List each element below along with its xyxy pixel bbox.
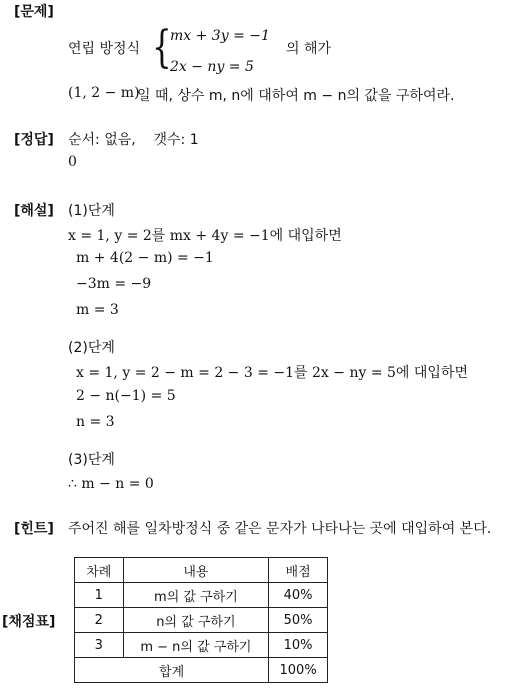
table-total-row <box>75 658 328 683</box>
row-content: n의 값 구하기 <box>123 608 269 633</box>
step2-title: (2)단계 <box>68 340 115 356</box>
step1-line3: −3m = −9 <box>76 276 152 292</box>
answer-meta: 순서: 없음, 갯수: 1 <box>68 132 199 148</box>
row-content: m − n의 값 구하기 <box>123 633 269 658</box>
total-label: 합계 <box>75 658 269 683</box>
header-order: 차례 <box>75 558 124 583</box>
step1-title: (1)단계 <box>68 203 115 219</box>
hint-label: [힌트] <box>14 521 54 537</box>
answer-label: [정답] <box>14 132 54 148</box>
row-order: 1 <box>75 583 124 608</box>
problem-intro: 연립 방정식 <box>68 41 141 57</box>
problem-question: 일 때, 상수 m, n에 대하여 m − n의 값을 구하여라. <box>137 88 455 104</box>
problem-solution-point: (1, 2 − m) <box>68 85 140 101</box>
row-score: 10% <box>269 633 328 658</box>
step1-line2: m + 4(2 − m) = −1 <box>76 250 214 266</box>
table-row <box>75 633 328 658</box>
system-brace: { <box>152 22 172 73</box>
row-order: 3 <box>75 633 124 658</box>
solution-label: [해설] <box>14 203 54 219</box>
table-header-row <box>75 558 328 583</box>
table-row <box>75 608 328 633</box>
row-score: 50% <box>269 608 328 633</box>
step3-title: (3)단계 <box>68 452 115 468</box>
step2-line1: x = 1, y = 2 − m = 2 − 3 = −1를 2x − ny = 5에 대입하면 <box>76 365 468 381</box>
header-content: 내용 <box>123 558 269 583</box>
equation-1: mx + 3y = −1 <box>170 28 270 44</box>
step3-line1: ∴ m − n = 0 <box>68 476 154 492</box>
scoring-label: [채점표] <box>2 614 56 630</box>
scoring-table <box>74 557 328 683</box>
answer-value: 0 <box>68 154 77 170</box>
row-order: 2 <box>75 608 124 633</box>
row-score: 40% <box>269 583 328 608</box>
hint-text: 주어진 해를 일차방정식 중 같은 문자가 나타나는 곳에 대입하여 본다. <box>68 521 492 537</box>
step2-line2: 2 − n(−1) = 5 <box>76 388 176 404</box>
problem-label: [문제] <box>14 4 54 20</box>
problem-suffix: 의 해가 <box>286 41 332 57</box>
table-row <box>75 583 328 608</box>
step1-line4: m = 3 <box>76 302 119 318</box>
header-score: 배점 <box>269 558 328 583</box>
row-content: m의 값 구하기 <box>123 583 269 608</box>
step1-line1: x = 1, y = 2를 mx + 4y = −1에 대입하면 <box>68 228 342 244</box>
step2-line3: n = 3 <box>76 414 115 430</box>
equation-2: 2x − ny = 5 <box>170 59 254 75</box>
total-score: 100% <box>269 658 328 683</box>
